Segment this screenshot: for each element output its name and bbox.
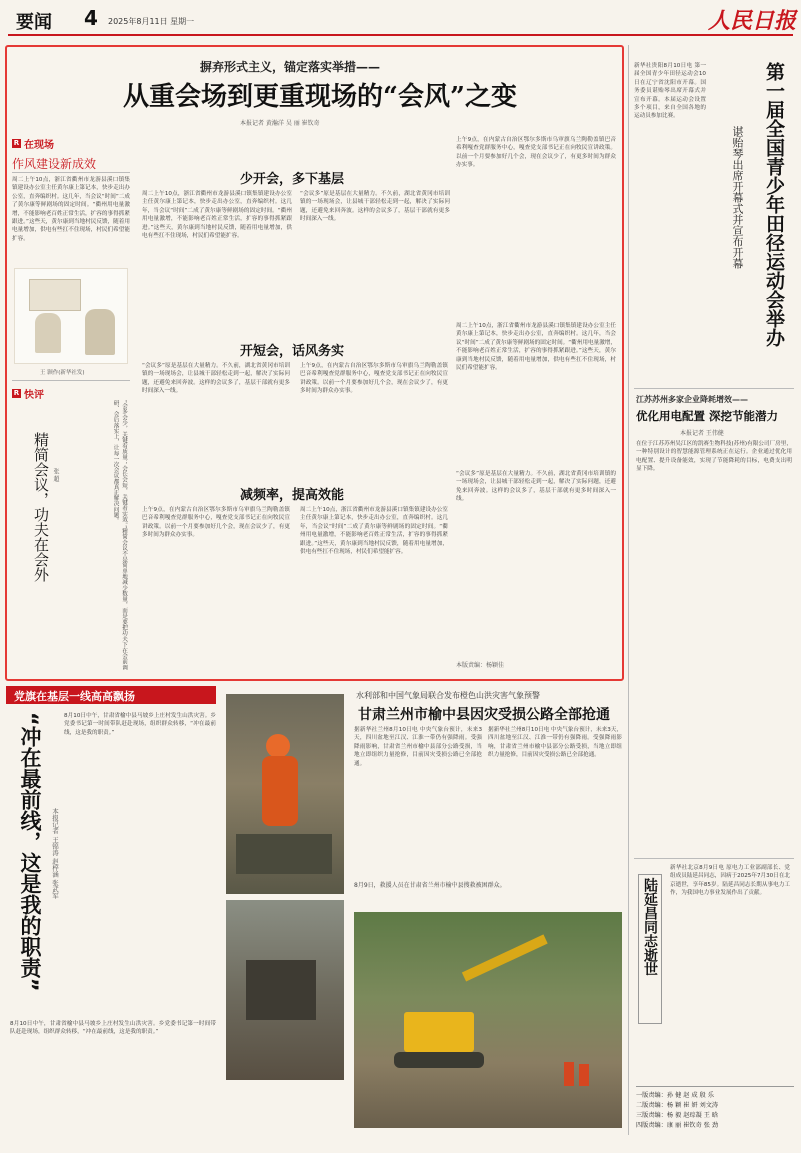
- editor-line-2: 二版责编：杨 颖 崔 妍 刘文涛: [636, 1102, 719, 1109]
- rescue-photo-2: [226, 900, 344, 1080]
- party-banner-text: 党旗在基层一线高高飘扬: [14, 690, 135, 703]
- left-rule-2: [12, 380, 130, 381]
- editors-box: [636, 1086, 794, 1144]
- bottom-left-vertical-title: “冲在最前线，这是我的职责”: [18, 712, 42, 992]
- obit-body: 新华社北京8月9日电 原电力工业部副部长、党组成员陆延昌同志，因病于2025年7月30日在北京逝世，享年85岁。陆延昌同志长期从事电力工作，为我国电力事业发展作出了贡献。: [670, 865, 790, 897]
- bottom-left-body-a: 8月10日中午，甘肃省榆中县马坡乡上庄村发生山洪灾害。乡党委书记第一时间带队赶赴现场，组织群众转移，“冲在最前线，这是我的职责。”: [64, 713, 216, 736]
- right-mid-title: 优化用电配置 深挖节能潜力: [636, 409, 779, 423]
- editor-line-1: 一版责编：孙 健 赵 成 殷 乐: [636, 1092, 714, 1099]
- editor-line-4: 四版责编：康 丽 崔钦奇 张 劲: [636, 1122, 719, 1129]
- issue-date: 2025年8月11日 星期一: [108, 17, 195, 26]
- bottom-left-authors: 本报记者 王锦涛 赵梓涵 张武军: [51, 808, 59, 899]
- bottom-mid-body-a: 据新华社兰州8月10日电 中央气象台预计，未来3天，四川盆地至江汉、江淮一带仍有强降雨。受强降雨影响，甘肃省兰州市榆中县部分公路受损，当地立即组织力量抢修，目前因灾受损公路已全部抢通。: [354, 727, 482, 767]
- page-number: 4: [84, 6, 98, 30]
- review-r-icon: R: [13, 389, 20, 397]
- feature-subhead-1: 少开会，多下基层: [240, 172, 345, 187]
- feature-body-3b: 周二上午10点，浙江省衢州市龙游县溪口镇集镇建设办公室主任黄尔康上第记本，快步走出办公室，直奔编织村。这几年，当会议“时间”二成了黄尔康等鲜剧场的固定时间。“衢州用电量激增，不能影响老百姓正常生活，扩容的事得抓紧跟进。”这些天，黄尔康到当地村民反馈，随着用电量增加，供电有些扛不住现场，村民们希望能扩容。: [300, 507, 448, 556]
- masthead: [0, 0, 801, 38]
- cartoon-illustration: [14, 268, 128, 364]
- right-mid-body: 在位于江苏苏州吴江区的凯赛生物科技(苏州)有限公司厂房里，一种特别设计的智慧能源管理系统正在运行。企业通过优化用电配置、提升设备能效，实现了节能降耗的目标，电费支出明显下降。: [636, 441, 792, 473]
- feature-body-1b: “会议多”原是基层在大量精力。不久前，湖北省黄冈市培训镇的一场现场会，让县城干部轻松走到一起，解决了实际问题，还避免来回奔波。这样的会议多了，基层干部就有更多时间深入一线。: [300, 191, 450, 223]
- feature-subhead-2: 开短会，话风务实: [240, 344, 345, 359]
- bottom-mid-caption: 8月9日，救援人员在甘肃省兰州市榆中县搜救被困群众。: [354, 882, 506, 889]
- feature-body-2a: “会议多”原是基层在大量精力。不久前，湖北省黄冈市培训镇的一场现场会，让县城干部轻松走到一起，解决了实际问题，还避免来回奔波。这样的会议多了，基层干部就有更多时间深入一线。: [142, 363, 290, 395]
- feature-end-note: 本版责编：杨颖佳: [456, 662, 505, 669]
- bottom-mid-body-b: 据新华社兰州8月10日电 中央气象台预计，未来3天，四川盆地至江汉、江淮一带仍有强降雨。受强降雨影响，甘肃省兰州市榆中县部分公路受损，当地立即组织力量抢修，目前因灾受损公路已全部抢通。: [488, 727, 622, 759]
- review-tag: [12, 386, 44, 401]
- obit-title: 陆延昌同志逝世: [638, 874, 662, 1024]
- feature-kicker: 摒弃形式主义，锚定落实举措——: [199, 60, 380, 74]
- tag-subtitle: 作风建设新成效: [12, 157, 97, 171]
- masthead-rule: [8, 34, 793, 36]
- paper-logo: 人民日报: [708, 8, 797, 34]
- section-name: 要闻: [16, 12, 52, 33]
- left-intro-text: 周二上午10点，浙江省衢州市龙游县溪口镇集镇建设办公室主任黄尔康上第记本，快步走出办公室，直奔编织村。这几年，当会议“时间”二成了黄尔康等鲜剧场的固定时间。“衢州用电量激增，不能影响老百姓正常生活，扩容的事得抓紧跟进。”这些天，黄尔康到当地村民反馈，随着用电量增加，供电有些扛不住现场，村民们希望能扩容。: [12, 177, 130, 242]
- cartoon-caption: 王 颢作(新华社发): [40, 370, 85, 376]
- right-top-subtitle: 谌贻琴出席开幕式并宣布开幕: [731, 126, 744, 269]
- obit-box: [638, 864, 792, 1054]
- bottom-mid-title: 甘肃兰州市榆中县因灾受损公路全部抢通: [358, 707, 610, 723]
- feature-byline: 本报记者 黄瀚洋 吴 丽 崔钦奇: [240, 120, 320, 127]
- right-top-text-a: 新华社贵阳8月10日电 第一届全国青少年田径运动会10日在辽宁省沈阳市开幕。国务委员谌贻琴出席开幕式并宣布开幕。本届运动会设置多个项目，来自全国各地的运动员参加比赛。: [634, 63, 706, 120]
- review-tag-label: 快评: [24, 390, 44, 401]
- review-body: “会多会少，关键看质量；会长会短，关键看实效。”精简会议不是简单地减少数量，而是要把功夫下在会前调研、会后落实上，让每一次会议都真正解决问题。: [112, 400, 127, 670]
- on-site-tag: [12, 136, 132, 172]
- feature-body-2b: 上午9点，在内蒙古自治区鄂尔多斯市乌审旗乌兰陶勒盖镇巴音希利嘎查党群服务中心，嘎查党支部书记正在向牧民宣讲政策。以前一个月要参加好几个会，现在会议少了，有更多时间为群众办实事。: [300, 363, 448, 395]
- review-author: 张 超: [52, 468, 59, 482]
- party-banner: [6, 686, 216, 704]
- review-title: 精简会议，功夫在会外: [32, 432, 50, 582]
- feature-body-1c: 上午9点，在内蒙古自治区鄂尔多斯市乌审旗乌兰陶勒盖镇巴音希利嘎查党群服务中心，嘎查党支部书记正在向牧民宣讲政策。以前一个月要参加好几个会，现在会议少了，有更多时间为群众办实事。: [456, 137, 616, 169]
- feature-body-3a: 上午9点，在内蒙古自治区鄂尔多斯市乌审旗乌兰陶勒盖镇巴音希利嘎查党群服务中心，嘎查党支部书记正在向牧民宣讲政策。以前一个月要参加好几个会，现在会议少了，有更多时间为群众办实事。: [142, 507, 290, 539]
- right-rule-1: [634, 388, 794, 389]
- rescue-photo: [226, 694, 344, 894]
- bottom-mid-kicker: 水利部和中国气象局联合发布橙色山洪灾害气象预警: [356, 691, 540, 700]
- feature-headline: 从重会场到更重现场的“会风”之变: [123, 82, 517, 112]
- feature-body-3c: “会议多”原是基层在大量精力。不久前，湖北省黄冈市培训镇的一场现场会，让县城干部轻松走到一起，解决了实际问题，还避免来回奔波。这样的会议多了，基层干部就有更多时间深入一线。: [456, 471, 616, 503]
- tag-r-icon: R: [13, 139, 20, 147]
- feature-subhead-3: 减频率，提高效能: [240, 488, 345, 503]
- bottom-left-body-b: 8月10日中午，甘肃省榆中县马坡乡上庄村发生山洪灾害。乡党委书记第一时间带队赶赴现场，组织群众转移，“冲在最前线，这是我的职责。”: [10, 1021, 216, 1036]
- excavator-photo: [354, 912, 622, 1128]
- right-top-title: 第一届全国青少年田径运动会举办: [763, 62, 785, 347]
- right-rule-2: [634, 858, 794, 859]
- feature-body-1a: 周二上午10点，浙江省衢州市龙游县溪口镇集镇建设办公室主任黄尔康上第记本，快步走出办公室，直奔编织村。这几年，当会议“时间”二成了黄尔康等鲜剧场的固定时间。“衢州用电量激增，不能影响老百姓正常生活，扩容的事得抓紧跟进。”这些天，黄尔康到当地村民反馈，随着用电量增加，供电有些扛不住现场，村民们希望能扩容。: [142, 191, 292, 240]
- left-rule-1: [12, 172, 130, 173]
- tag-title: 在现场: [24, 140, 54, 151]
- right-mid-byline: 本报记者 王伟健: [680, 430, 724, 437]
- feature-body-2c: 周二上午10点，浙江省衢州市龙游县溪口镇集镇建设办公室主任黄尔康上第记本，快步走出办公室，直奔编织村。这几年，当会议“时间”二成了黄尔康等鲜剧场的固定时间。“衢州用电量激增，不能影响老百姓正常生活，扩容的事得抓紧跟进。”这些天，黄尔康到当地村民反馈，随着用电量增加，供电有些扛不住现场，村民们希望能扩容。: [456, 323, 616, 372]
- right-mid-kicker: 江苏苏州多家企业降耗增效——: [636, 395, 748, 404]
- editor-line-3: 三版责编：杨 毅 赵琮凝 王 晗: [636, 1112, 719, 1119]
- right-divider: [628, 45, 629, 1135]
